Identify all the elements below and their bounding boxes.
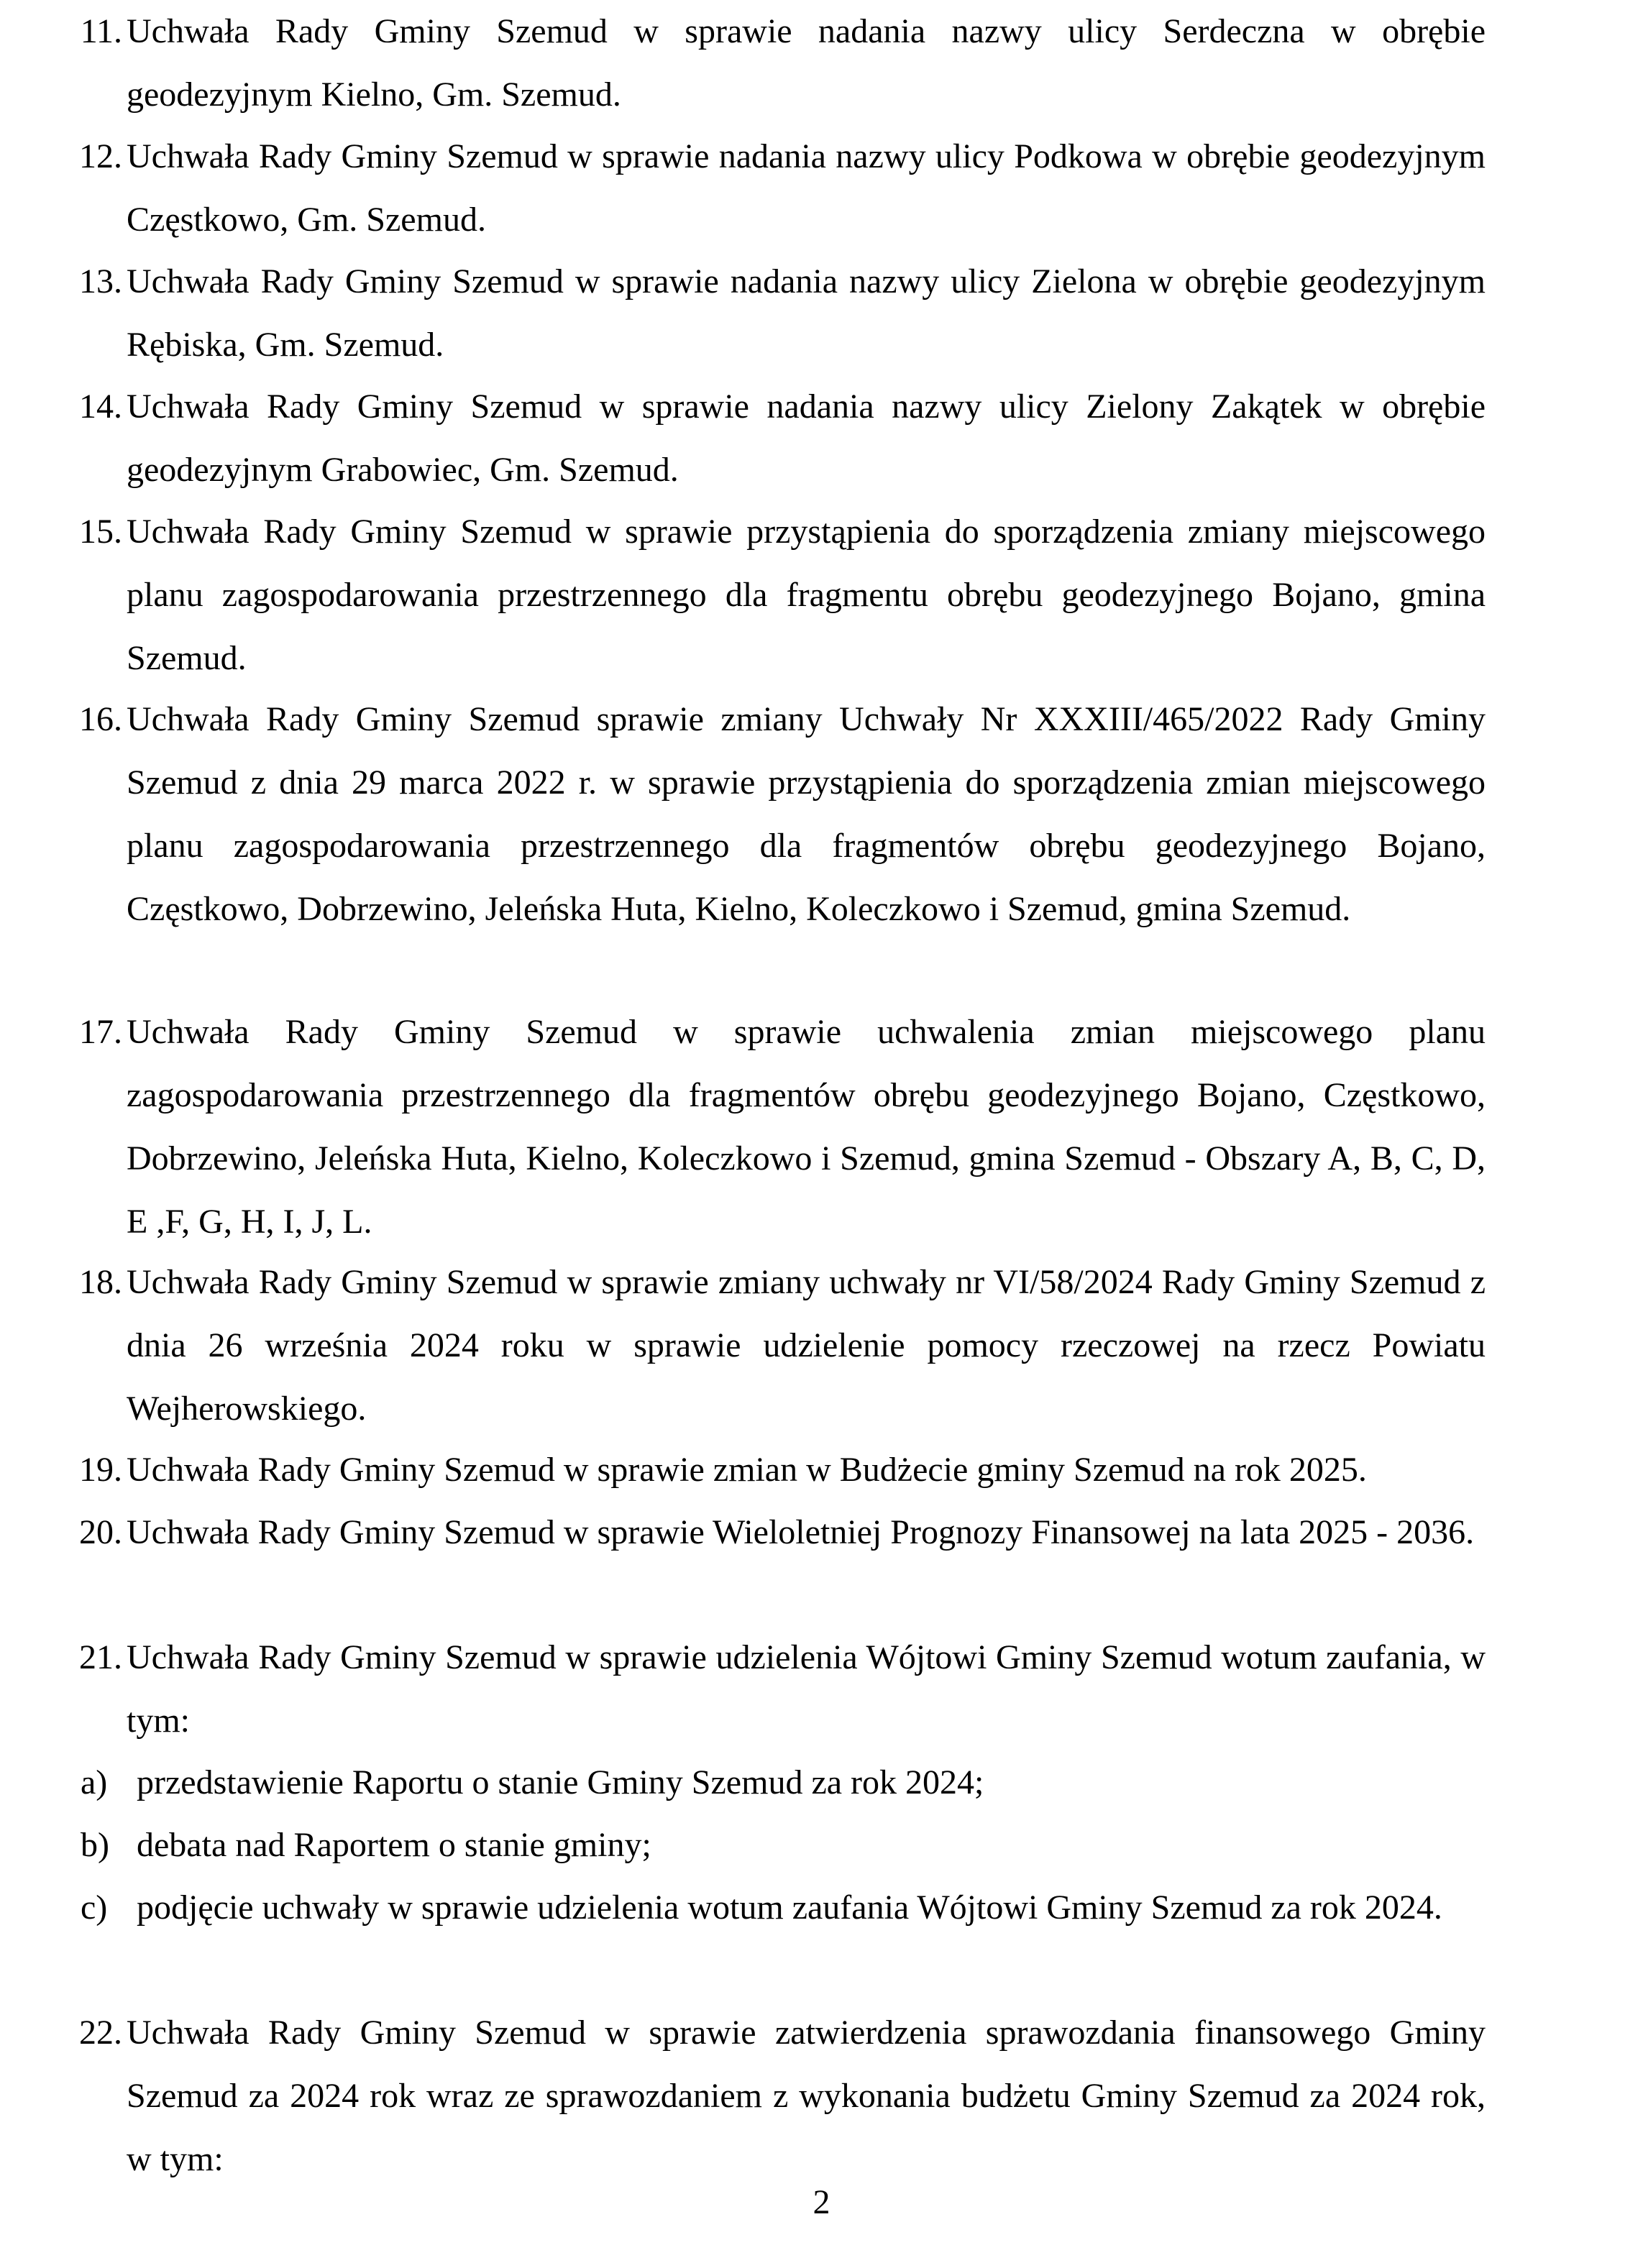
item-text: Uchwała Rady Gminy Szemud sprawie zmiany Uchwały Nr XXXIII/465/2022 Rady Gminy Szemud z dnia 29 marca 2022 r. w sprawie przystąpienia do sporządzenia zmian miejscowego planu zagospodarowania przestrzennego dla fragmentów obrębu geodezyjnego Bojano, Częstkowo, Dobrzewino, Jeleńska Huta, Kielno, Koleczkowo i Szemud, gmina Szemud.	[127, 700, 1486, 928]
item-number: 19.	[79, 1451, 122, 1489]
item-text: Uchwała Rady Gminy Szemud w sprawie zatwierdzenia sprawozdania finansowego Gminy Szemud za 2024 rok wraz ze sprawozdaniem z wykonania budżetu Gminy Szemud za 2024 rok, w tym:	[127, 2014, 1486, 2178]
item-number: 20.	[79, 1513, 122, 1551]
item-number: 22.	[79, 2014, 122, 2052]
item-number: 17.	[79, 1013, 122, 1051]
sub-item-label: a)	[81, 1763, 108, 1801]
item-text: Uchwała Rady Gminy Szemud w sprawie przystąpienia do sporządzenia zmiany miejscowego planu zagospodarowania przestrzennego dla fragmentu obrębu geodezyjnego Bojano, gmina Szemud.	[127, 513, 1486, 677]
item-number: 18.	[79, 1263, 122, 1301]
sub-item-text: podjęcie uchwały w sprawie udzielenia wotum zaufania Wójtowi Gminy Szemud za rok 2024.	[137, 1888, 1442, 1927]
item-text: Uchwała Rady Gminy Szemud w sprawie nadania nazwy ulicy Zielony Zakątek w obrębie geodezyjnym Grabowiec, Gm. Szemud.	[127, 387, 1486, 489]
sub-item-text: przedstawienie Raportu o stanie Gminy Szemud za rok 2024;	[137, 1763, 984, 1801]
item-number: 13.	[79, 262, 122, 300]
item-number: 16.	[79, 700, 122, 738]
item-text: Uchwała Rady Gminy Szemud w sprawie Wieloletniej Prognozy Finansowej na lata 2025 - 2036.	[127, 1513, 1475, 1551]
item-number: 15.	[79, 513, 122, 551]
page-number: 2	[813, 2183, 830, 2221]
item-text: Uchwała Rady Gminy Szemud w sprawie nadania nazwy ulicy Serdeczna w obrębie geodezyjnym Kielno, Gm. Szemud.	[127, 12, 1486, 114]
sub-item-label: b)	[81, 1826, 109, 1864]
item-number: 21.	[79, 1638, 122, 1676]
item-number: 11.	[80, 12, 122, 50]
sub-item-label: c)	[81, 1888, 108, 1927]
sub-item-text: debata nad Raportem o stanie gminy;	[137, 1826, 651, 1864]
item-number: 14.	[79, 387, 122, 426]
item-text: Uchwała Rady Gminy Szemud w sprawie nadania nazwy ulicy Zielona w obrębie geodezyjnym Rębiska, Gm. Szemud.	[127, 262, 1486, 364]
item-text: Uchwała Rady Gminy Szemud w sprawie uchwalenia zmian miejscowego planu zagospodarowania przestrzennego dla fragmentów obrębu geodezyjnego Bojano, Częstkowo, Dobrzewino, Jeleńska Huta, Kielno, Koleczkowo i Szemud, gmina Szemud - Obszary A, B, C, D, E ,F, G, H, I, J, L.	[127, 1013, 1486, 1241]
item-text: Uchwała Rady Gminy Szemud w sprawie zmian w Budżecie gminy Szemud na rok 2025.	[127, 1451, 1367, 1489]
item-text: Uchwała Rady Gminy Szemud w sprawie udzielenia Wójtowi Gminy Szemud wotum zaufania, w tym:	[127, 1638, 1486, 1740]
item-number: 12.	[79, 137, 122, 175]
item-text: Uchwała Rady Gminy Szemud w sprawie zmiany uchwały nr VI/58/2024 Rady Gminy Szemud z dnia 26 września 2024 roku w sprawie udzielenie pomocy rzeczowej na rzecz Powiatu Wejherowskiego.	[127, 1263, 1486, 1428]
item-text: Uchwała Rady Gminy Szemud w sprawie nadania nazwy ulicy Podkowa w obrębie geodezyjnym Częstkowo, Gm. Szemud.	[127, 137, 1486, 239]
